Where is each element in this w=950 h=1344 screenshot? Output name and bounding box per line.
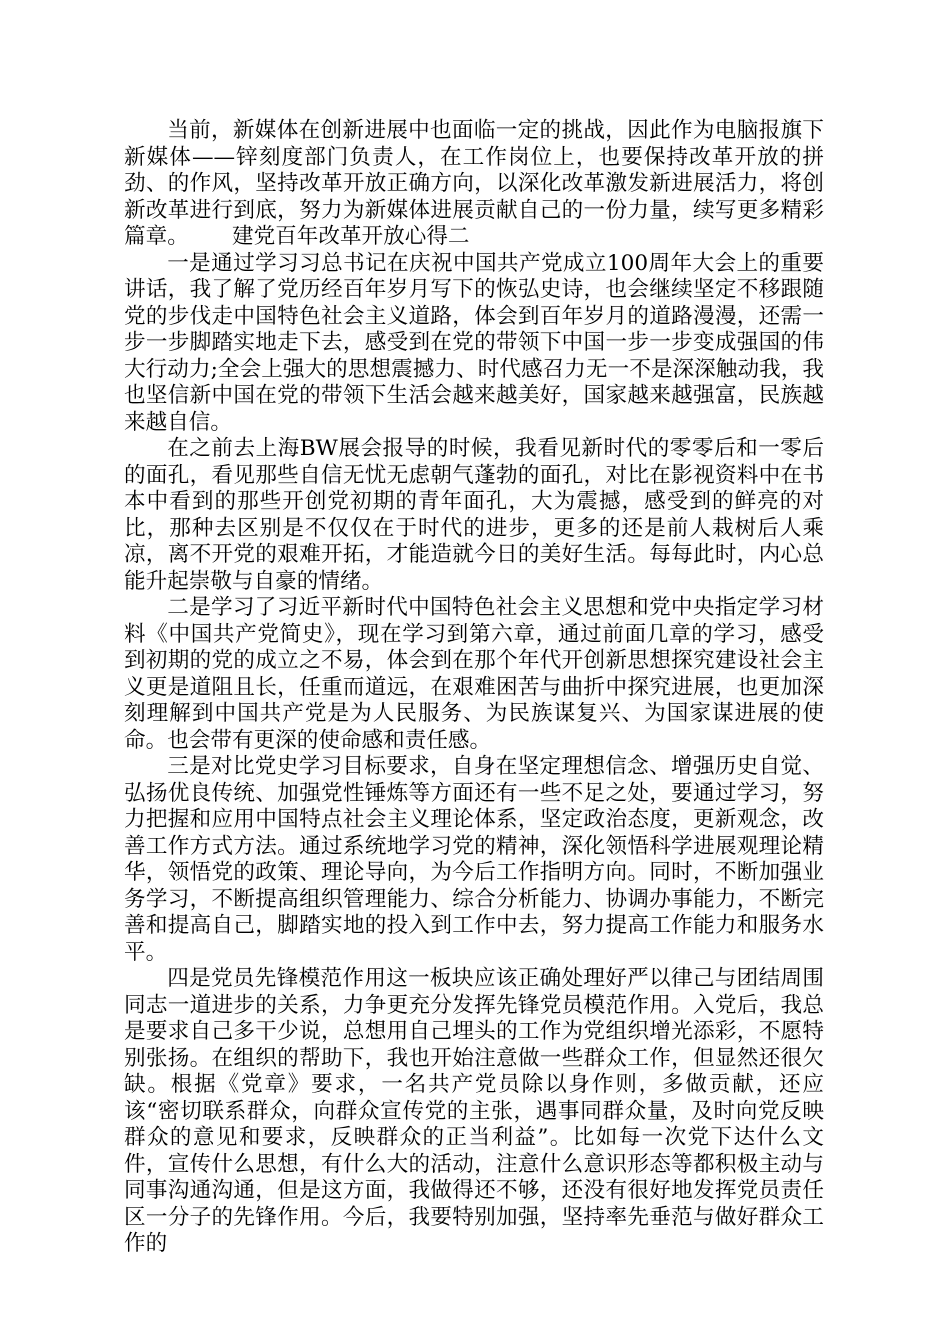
paragraph-4: 二是学习了习近平新时代中国特色社会主义思想和党中央指定学习材料《中国共产党简史》，现在学习到第六章，通过前面几章的学习，感受到初期的党的成立之不易，体会到在那个年代开创新思想探究建设社会主义更是道阻且长，任重而道远，在艰难困苦与曲折中探究进展，也更加深刻理解到中国共产党是为人民服务、为民族谋复兴、为国家谋进展的使命。也会带有更深的使命感和责任感。 — [124, 595, 824, 753]
paragraph-1-text: 当前，新媒体在创新进展中也面临一定的挑战，因此作为电脑报旗下新媒体——锌刻度部门负责人，在工作岗位上，也要保持改革开放的拼劲、的作风，坚持改革开放正确方向，以深化改革激发新进展活力，将创新改革进行到底，努力为新媒体进展贡献自己的一份力量，续写更多精彩篇章。 — [124, 118, 824, 249]
document-page — [124, 118, 824, 1258]
paragraph-3: 在之前去上海BW展会报导的时候，我看见新时代的零零后和一零后的面孔，看见那些自信无忧无虑朝气蓬勃的面孔，对比在影视资料中在书本中看到的那些开创党初期的青年面孔，大为震撼，感受到的鲜亮的对比，那种去区别是不仅仅在于时代的进步，更多的还是前人栽树后人乘凉，离不开党的艰难开拓，才能造就今日的美好生活。每每此时，内心总能升起崇敬与自豪的情绪。 — [124, 436, 824, 594]
section-heading: 建党百年改革开放心得二 — [231, 224, 470, 249]
paragraph-6: 四是党员先锋模范作用这一板块应该正确处理好严以律己与团结周围同志一道进步的关系，力争更充分发挥先锋党员模范作用。入党后，我总是要求自己多干少说，总想用自己埋头的工作为党组织增光添彩，不愿特别张扬。在组织的帮助下，我也开始注意做一些群众工作，但显然还很欠缺。根据《党章》要求，一名共产党员除以身作则，多做贡献，还应该“密切联系群众，向群众宣传党的主张，遇事同群众量，及时向党反映群众的意见和要求，反映群众的正当利益”。比如每一次党下达什么文件，宣传什么思想，有什么大的活动，注意什么意识形态等都积极主动与同事沟通沟通，但是这方面，我做得还不够，还没有很好地发挥党员责任区一分子的先锋作用。今后，我要特别加强，坚持率先垂范与做好群众工作的 — [124, 966, 824, 1256]
paragraph-5: 三是对比党史学习目标要求，自身在坚定理想信念、增强历史自觉、弘扬优良传统、加强党性锤炼等方面还有一些不足之处，要通过学习，努力把握和应用中国特点社会主义理论体系，坚定政治态度，更新观念，改善工作方式方法。通过系统地学习党的精神，深化领悟科学进展观理论精华，领悟党的政策、理论导向，为今后工作指明方向。同时，不断加强业务学习，不断提高组织管理能力、综合分析能力、协调办事能力，不断完善和提高自己，脚踏实地的投入到工作中去，努力提高工作能力和服务水平。 — [124, 754, 824, 965]
paragraph-1 — [124, 118, 824, 251]
paragraph-2: 一是通过学习习总书记在庆祝中国共产党成立100周年大会上的重要讲话，我了解了党历经百年岁月写下的恢弘史诗，也会继续坚定不移跟随党的步伐走中国特色社会主义道路，体会到百年岁月的道路漫漫，还需一步一步脚踏实地走下去，感受到在党的带领下中国一步一步变成强国的伟大行动力;全会上强大的思想震撼力、时代感召力无一不是深深触动我，我也坚信新中国在党的带领下生活会越来越美好，国家越来越强富，民族越来越自信。 — [124, 250, 824, 435]
